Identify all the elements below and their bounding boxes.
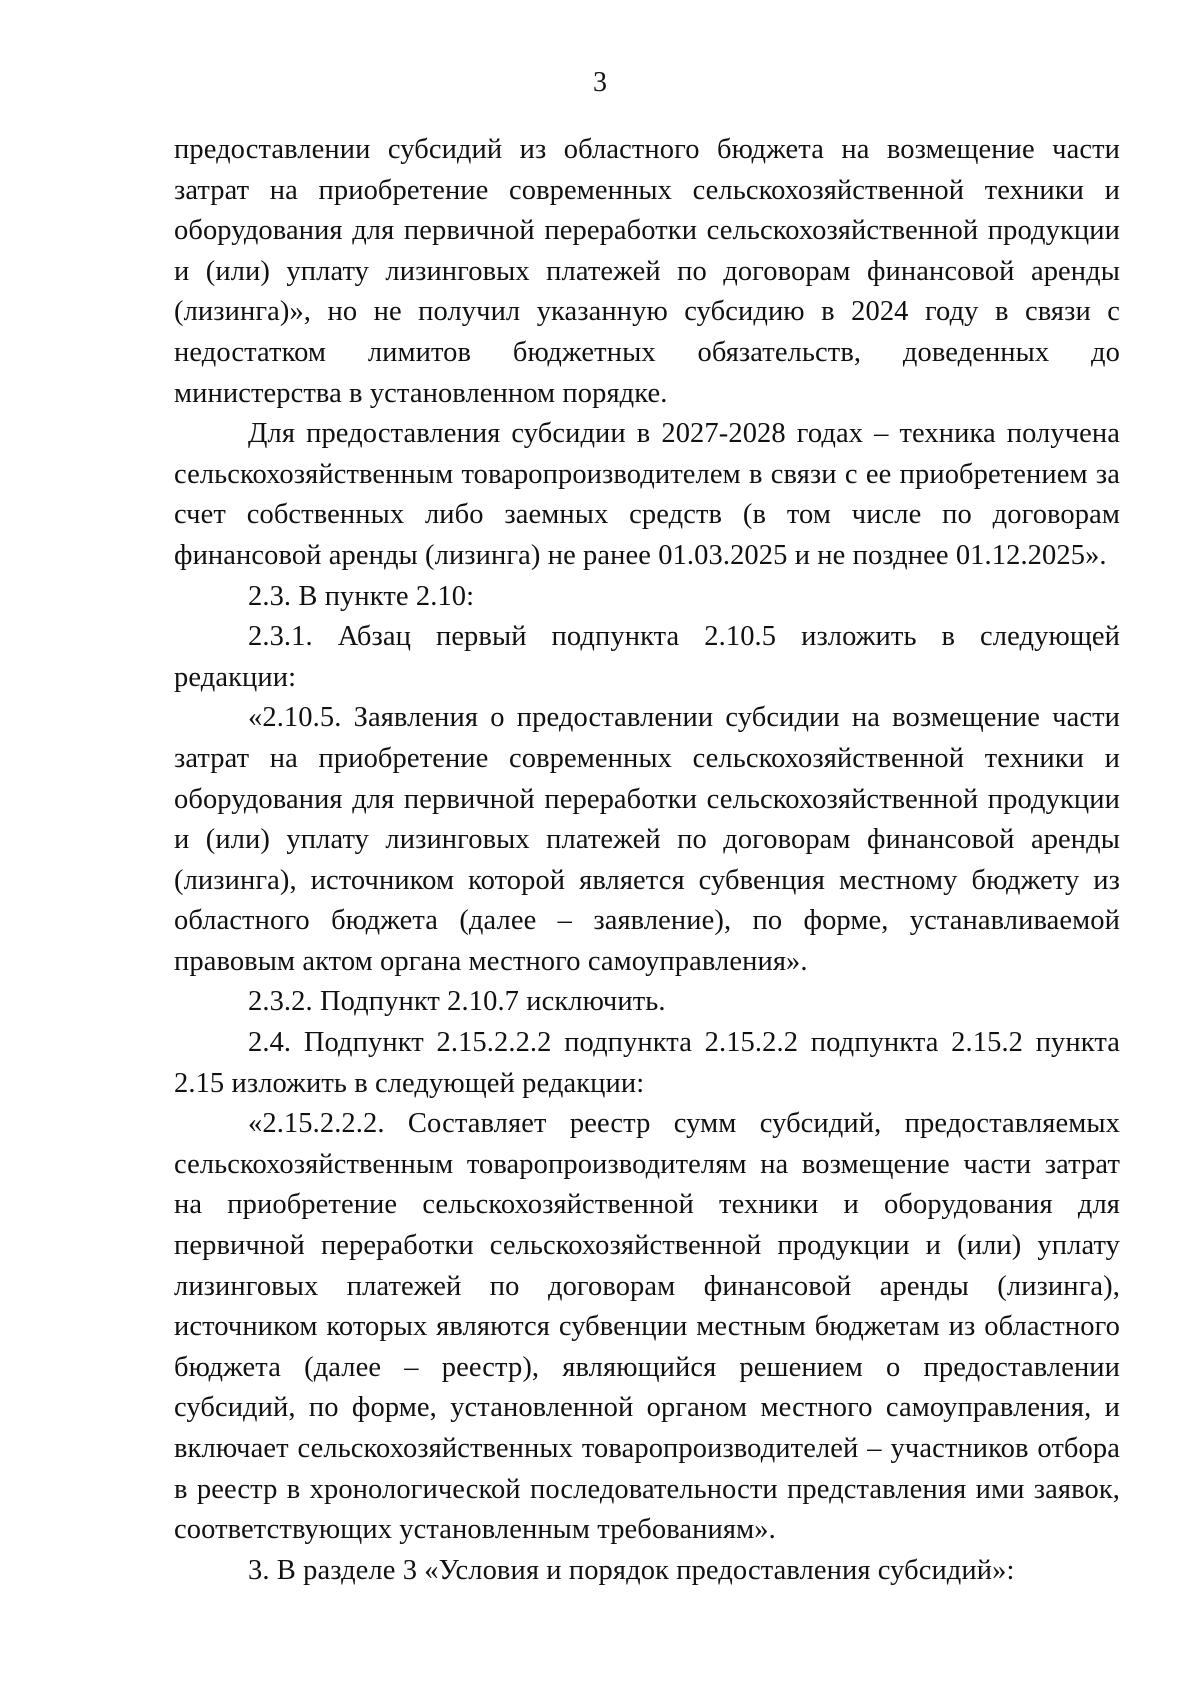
paragraph-2-3-1: 2.3.1. Абзац первый подпункта 2.10.5 изложить в следующей редакции: [174,621,1120,693]
paragraph-2-3-2: 2.3.2. Подпункт 2.10.7 исключить. [248,986,666,1018]
paragraph-2-10-5: «2.10.5. Заявления о предоставлении субсидии на возмещение части затрат на приобретение современных сельскохозяйственной техники и оборудования для первичной переработки сельскохозяйственной продукции и (или) уплату лизинговых платежей по договорам финансовой аренды (лизинга), источником которой является субвенция местному бюджету из областного бюджета (далее – заявление), по форме, устанавливаемой правовым актом органа местного самоуправления». [174,702,1120,977]
paragraph-section-3: 3. В разделе 3 «Условия и порядок предоставления субсидий»: [248,1554,1015,1586]
paragraph-2-3: 2.3. В пункте 2.10: [248,580,475,612]
body-text [174,130,1120,1591]
page-number: 3 [593,67,607,98]
paragraph-2-15-2-2-2: «2.15.2.2.2. Составляет реестр сумм субсидий, предоставляемых сельскохозяйственным товаропроизводителям на возмещение части затрат на приобретение сельскохозяйственной техники и оборудования для первичной переработки сельскохозяйственной продукции и (или) уплату лизинговых платежей по договорам финансовой аренды (лизинга), источником которых являются субвенции местным бюджетам из областного бюджета (далее – реестр), являющийся решением о предоставлении субсидий, по форме, установленной органом местного самоуправления, и включает сельскохозяйственных товаропроизводителей – участников отбора в реестр в хронологической последовательности представления ими заявок, соответствующих установленным требованиям». [174,1108,1120,1546]
paragraph-2-4: 2.4. Подпункт 2.15.2.2.2 подпункта 2.15.2.2 подпункта 2.15.2 пункта 2.15 изложить в следующей редакции: [174,1027,1120,1099]
paragraph-subsidy-2027-2028: Для предоставления субсидии в 2027-2028 годах – техника получена сельскохозяйственным товаропроизводителем в связи с ее приобретением за счет собственных либо заемных средств (в том числе по договорам финансовой аренды (лизинга) не ранее 01.03.2025 и не позднее 01.12.2025». [174,418,1120,571]
paragraph-continued: предоставлении субсидий из областного бюджета на возмещение части затрат на приобретение современных сельскохозяйственной техники и оборудования для первичной переработки сельскохозяйственной продукции и (или) уплату лизинговых платежей по договорам финансовой аренды (лизинга)», но не получил указанную субсидию в 2024 году в связи с недостатком лимитов бюджетных обязательств, доведенных до министерства в установленном порядке. [174,134,1120,409]
